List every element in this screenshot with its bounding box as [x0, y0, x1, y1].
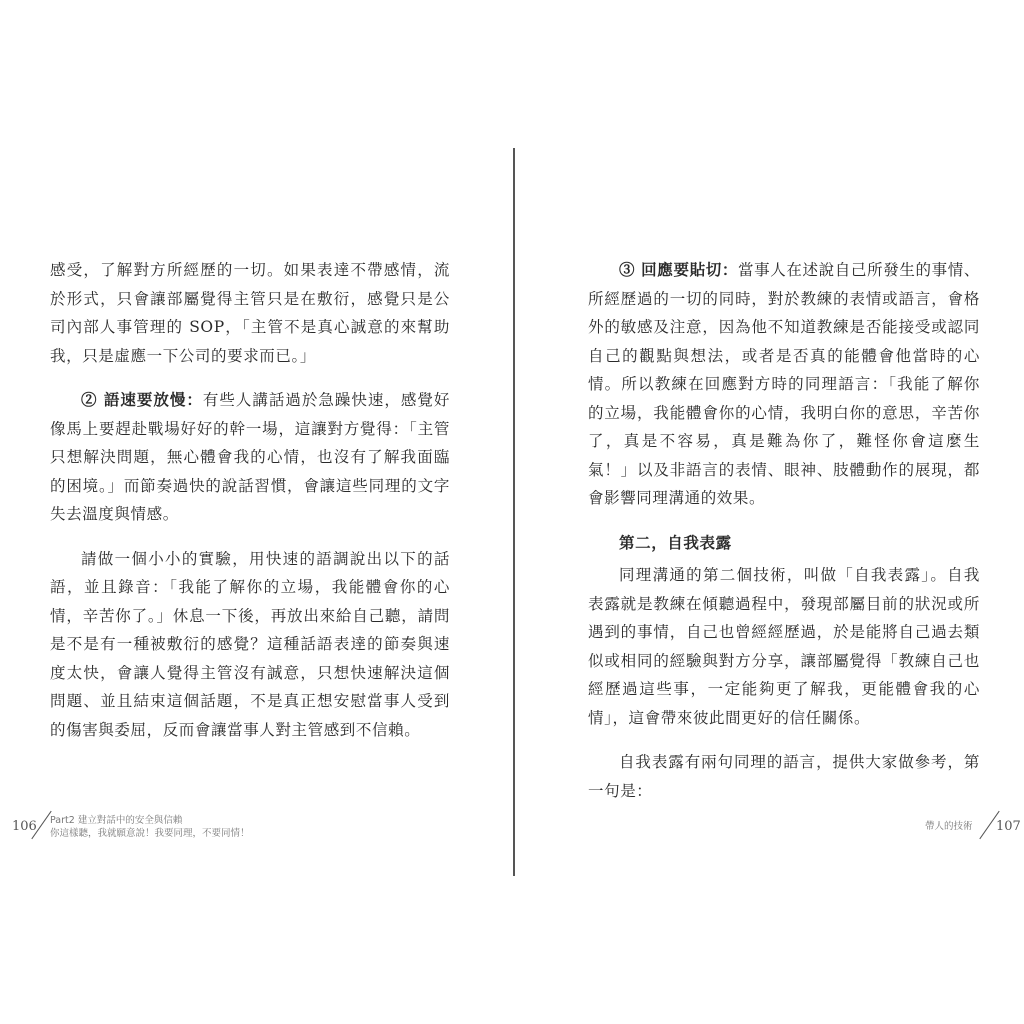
running-head: 帶人的技術 — [925, 821, 973, 832]
running-head — [50, 814, 250, 840]
running-head-part: Part2 建立對話中的安全與信賴 — [50, 815, 183, 826]
paragraph: 同理溝通的第二個技術，叫做「自我表露」。自我表露就是教練在傾聽過程中，發現部屬目前的狀況或所遇到的事情，自己也曾經經歷過，於是能將自己過去類似或相同的經驗與對方分享，讓部屬覺得「教練自己也經歷過這些事，一定能夠更了解我，更能體會我的心情」，這會帶來彼此間更好的信任關係。 — [588, 566, 980, 727]
section-heading: 第二，自我表露 — [619, 532, 732, 552]
point-lead: ② 語速要放慢： — [81, 390, 203, 409]
point-lead: ③ 回應要貼切： — [619, 260, 738, 279]
page-number: 107 — [996, 819, 1021, 834]
running-head-book-title: 你這樣聽，我就願意說！我要同理，不要同情！ — [50, 828, 250, 839]
paragraph: 自我表露有兩句同理的語言，提供大家做參考，第一句是： — [588, 753, 980, 800]
paragraph: 感受，了解對方所經歷的一切。如果表達不帶感情，流於形式，只會讓部屬覺得主管只是在敷衍，感覺只是公司內部人事管理的 SOP，「主管不是真心誠意的來幫助我，只是虛應一下公司的要求而已。」 — [50, 261, 450, 365]
page-number: 106 — [12, 819, 37, 834]
paragraph: 請做一個小小的實驗，用快速的語調說出以下的話語，並且錄音：「我能了解你的立場，我能體會你的心情，辛苦你了。」休息一下後，再放出來給自己聽，請問是不是有一種被敷衍的感覺？這種話語表達的節奏與速度太快，會讓人覺得主管沒有誠意，只想快速解決這個問題、並且結束這個話題，不是真正想安慰當事人受到的傷害與委屈，反而會讓當事人對主管感到不信賴。 — [50, 549, 450, 739]
right-page — [514, 0, 1024, 1024]
paragraph: ③ 回應要貼切：當事人在述說自己所發生的事情、所經歷過的一切的同時，對於教練的表情或語言，會格外的敏感及注意，因為他不知道教練是否能接受或認同自己的觀點與想法，或者是否真的能體會他當時的心情。所以教練在回應對方時的同理語言：「我能了解你的立場，我能體會你的心情，我明白你的意思，辛苦你了，真是不容易，真是難為你了，難怪你會這麼生氣！」以及非語言的表情、眼神、肢體動作的展現，都會影響同理溝通的效果。 — [588, 260, 980, 507]
left-body-text — [50, 256, 450, 760]
paragraph: ② 語速要放慢：有些人講話過於急躁快速，感覺好像馬上要趕赴戰場好好的幹一場，這讓對方覺得：「主管只想解決問題，無心體會我的心情，也沒有了解我面臨的困境。」而節奏過快的說話習慣，會讓這些同理的文字失去溫度與情感。 — [50, 390, 450, 523]
right-body-text — [588, 256, 980, 821]
